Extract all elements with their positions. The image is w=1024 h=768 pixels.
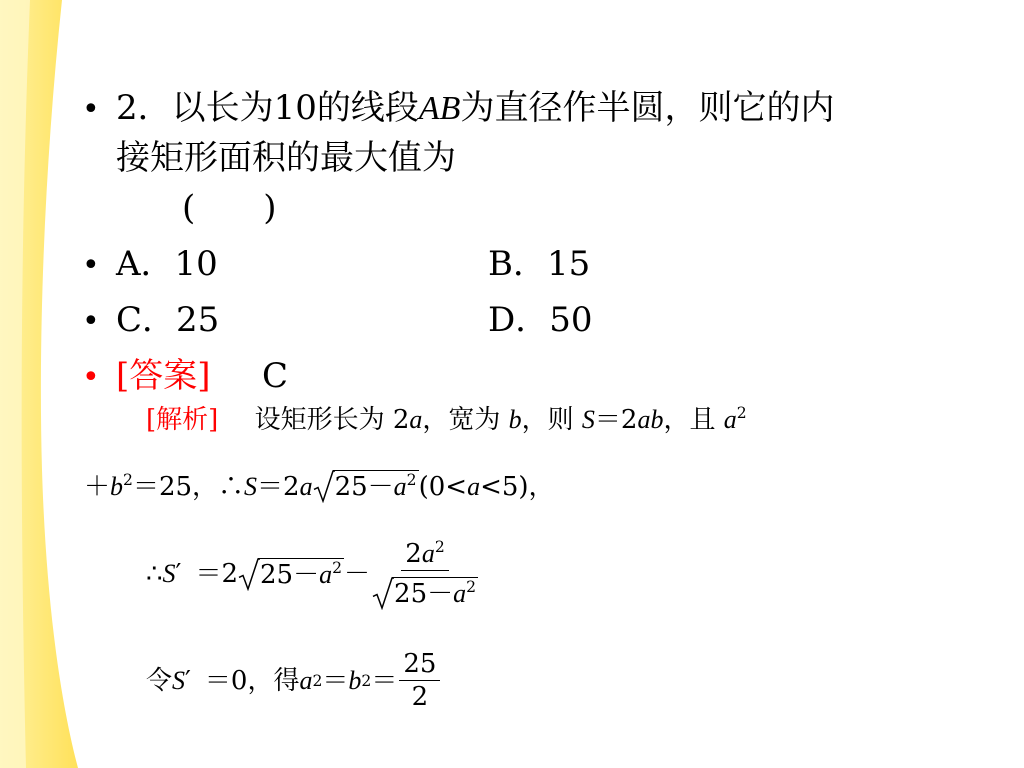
sqrt-expression xyxy=(238,558,344,591)
analysis-label: [解析] xyxy=(146,405,219,435)
var-ab: ab xyxy=(637,405,664,434)
numerator xyxy=(401,538,448,571)
analysis-text: ＝0，得 xyxy=(204,665,300,696)
var-a: a xyxy=(723,405,737,434)
numerator: 25 xyxy=(399,648,440,681)
var-a: a xyxy=(409,405,423,434)
prime: ′ xyxy=(175,559,182,589)
decorative-left-stripe xyxy=(0,0,80,768)
exponent: 2 xyxy=(736,403,747,422)
analysis-line-2 xyxy=(84,470,555,503)
analysis-text: ，且 xyxy=(663,405,724,435)
question-line-2: 接矩形面积的最大值为 xyxy=(116,138,456,178)
analysis-text: ＝ xyxy=(322,665,349,696)
analysis-line-4: 令 S ′ ＝0，得 a 2 ＝ b 2 ＝ $\frac{25}{2}$ xyxy=(146,648,442,713)
answer-blank: ( ) xyxy=(182,188,277,228)
fraction xyxy=(399,648,440,713)
var-s: S xyxy=(244,472,258,501)
var-b: b xyxy=(110,472,124,501)
sqrt-expression xyxy=(372,577,478,610)
bullet: • xyxy=(82,360,100,395)
analysis-text: ＝ xyxy=(371,665,398,696)
var-a: a xyxy=(299,472,313,501)
option-b: B．15 xyxy=(488,244,591,284)
radicand: 25－ xyxy=(260,559,320,590)
analysis-line-3 xyxy=(146,538,480,610)
fraction xyxy=(372,538,478,610)
var-a: a xyxy=(467,472,481,501)
numerator-coef: 2 xyxy=(405,539,422,569)
radicand: 25－ xyxy=(334,472,394,502)
exponent: 2 xyxy=(406,470,417,489)
option-c: C．25 xyxy=(116,300,220,340)
therefore-symbol: ∴ xyxy=(146,559,163,589)
option-a: A．10 xyxy=(116,244,218,284)
sqrt-expression xyxy=(313,470,419,503)
radical-sign xyxy=(238,558,260,591)
exponent: 2 xyxy=(332,558,343,577)
analysis-text: ＝2 xyxy=(257,472,300,502)
analysis-text: (0< xyxy=(418,472,468,502)
analysis-text: ＝25，∴ xyxy=(132,472,245,502)
question-text: 为直径作半圆，则它的内 xyxy=(460,88,835,128)
var-a: a xyxy=(421,539,435,568)
analysis-text: ，宽为 xyxy=(422,405,509,435)
bullet: • xyxy=(82,92,100,127)
segment-label: AB xyxy=(418,90,461,127)
minus-sign: － xyxy=(344,559,371,589)
var-a: a xyxy=(299,665,313,695)
plus-sign: ＋ xyxy=(84,472,111,502)
var-s: S xyxy=(162,559,176,588)
var-a: a xyxy=(319,559,333,589)
bullet: • xyxy=(82,248,100,283)
radical-sign xyxy=(313,470,335,503)
analysis-text: 令 xyxy=(146,665,173,696)
radicand: 25－ xyxy=(394,579,454,609)
analysis-text: ＝2 xyxy=(195,559,238,589)
var-b: b xyxy=(508,405,522,434)
var-s: S xyxy=(172,665,186,695)
var-a: a xyxy=(453,579,467,608)
analysis-text: ，则 xyxy=(521,405,582,435)
analysis-text: <5)， xyxy=(480,472,555,502)
option-d: D．50 xyxy=(488,300,593,340)
analysis-text: 设矩形长为 2 xyxy=(254,405,410,435)
bullet: • xyxy=(82,304,100,339)
exponent: 2 xyxy=(466,577,477,596)
var-a: a xyxy=(393,472,407,501)
analysis-text: ＝2 xyxy=(594,405,638,435)
answer-value: C xyxy=(262,356,289,396)
prime: ′ xyxy=(185,665,191,696)
question-line-1 xyxy=(116,88,834,129)
radical-sign xyxy=(372,577,394,610)
denominator xyxy=(372,571,478,610)
exponent: 2 xyxy=(123,470,133,489)
analysis-line-1 xyxy=(146,404,747,436)
exponent: 2 xyxy=(434,537,445,556)
var-b: b xyxy=(348,665,362,695)
denominator: 2 xyxy=(411,682,429,712)
answer-label: [答案] xyxy=(116,356,211,396)
question-text: 2．以长为10的线段 xyxy=(116,88,419,128)
var-s: S xyxy=(581,405,595,434)
